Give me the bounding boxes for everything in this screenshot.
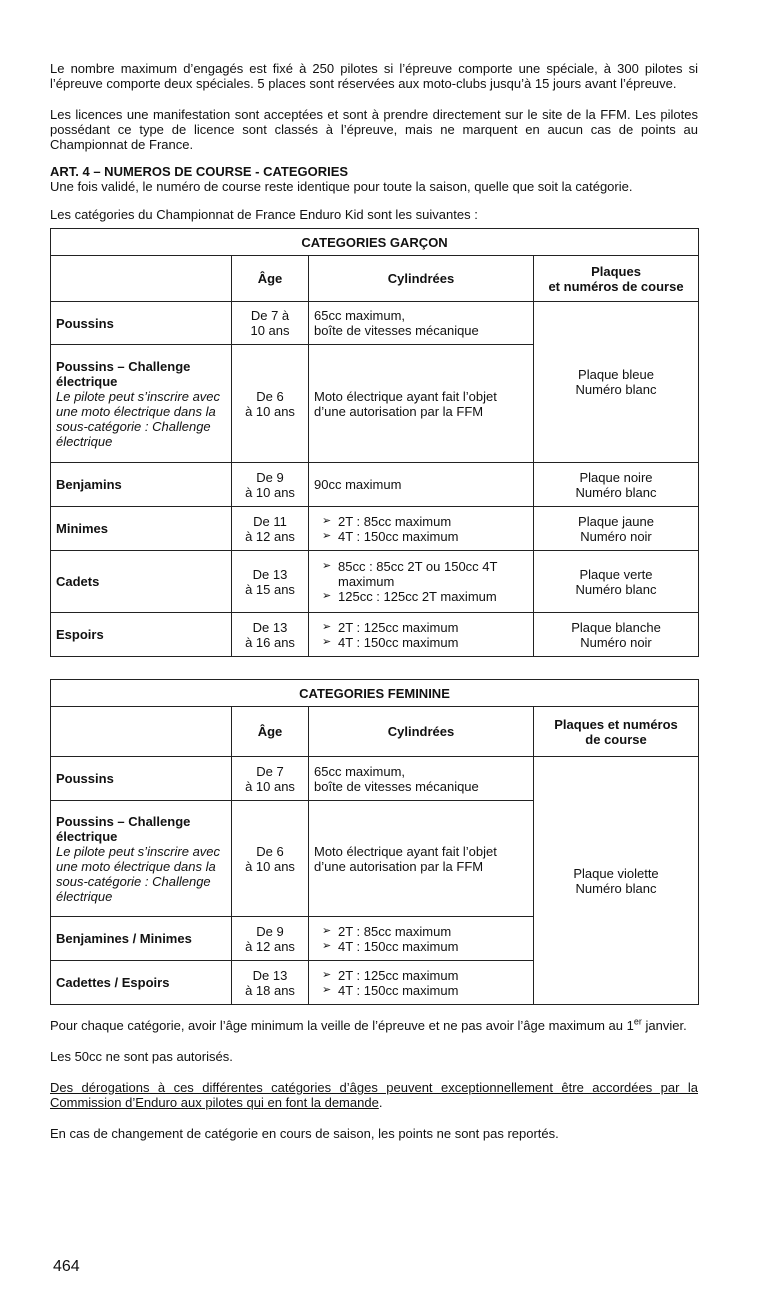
header-cylindrees: Cylindrées	[309, 256, 534, 302]
table-row	[51, 613, 699, 657]
notes-section	[50, 1018, 698, 1141]
category-cylinder	[309, 551, 534, 613]
table-row	[51, 463, 699, 507]
category-plate: Plaque blanche Numéro noir	[534, 613, 699, 657]
derogation-text: Des dérogations à ces différentes catégories d’âges peuvent exceptionnellement être accordées par la Commission d’Enduro aux pilotes qui en font la demande	[50, 1080, 698, 1110]
page-number: 464	[53, 1258, 80, 1275]
table-row	[51, 507, 699, 551]
cylinder-bullet: ➢ 85cc : 85cc 2T ou 150cc 4T maximum	[314, 559, 528, 589]
cylinder-bullet: ➢ 2T : 125cc maximum	[314, 968, 528, 983]
article-text: Une fois validé, le numéro de course reste identique pour toute la saison, quelle que soit la catégorie.	[50, 179, 633, 194]
category-age: De 13 à 15 ans	[232, 551, 309, 613]
table-girls-title: CATEGORIES FEMININE	[51, 680, 699, 707]
header-empty	[51, 707, 232, 757]
age-rule-text: Pour chaque catégorie, avoir l’âge minimum la veille de l’épreuve et ne pas avoir l’âge maximum au 1	[50, 1018, 634, 1033]
category-cylinder	[309, 961, 534, 1005]
category-name: Cadets	[51, 551, 232, 613]
category-age: De 6 à 10 ans	[232, 345, 309, 463]
table-boys-categories	[50, 228, 699, 657]
categories-intro: Les catégories du Championnat de France Enduro Kid sont les suivantes :	[50, 207, 478, 222]
category-title: Poussins – Challenge électrique	[56, 358, 191, 389]
document-page	[50, 61, 698, 1157]
intro-paragraph-1: Le nombre maximum d’engagés est fixé à 250 pilotes si l’épreuve comporte une spéciale, à 300 pilotes si l’épreuve comporte deux spéciales. 5 places sont réservées aux moto-clubs jusqu’à 15 jours avant l’épreuve.	[50, 61, 698, 91]
category-note: Le pilote peut s’inscrire avec une moto électrique dans la sous-catégorie : Challenge électrique	[56, 843, 221, 904]
category-age: De 11 à 12 ans	[232, 507, 309, 551]
category-name	[51, 801, 232, 917]
age-rule-superscript: er	[633, 1016, 642, 1027]
header-age: Âge	[232, 707, 309, 757]
points-paragraph: En cas de changement de catégorie en cours de saison, les points ne sont pas reportés.	[50, 1126, 559, 1141]
category-plate: Plaque noire Numéro blanc	[534, 463, 699, 507]
category-age: De 13 à 18 ans	[232, 961, 309, 1005]
category-plate: Plaque jaune Numéro noir	[534, 507, 699, 551]
category-cylinder: 90cc maximum	[309, 463, 534, 507]
table-spacer	[50, 657, 698, 679]
category-age: De 7 à 10 ans	[232, 757, 309, 801]
header-cylindrees: Cylindrées	[309, 707, 534, 757]
age-rule-end: janvier.	[641, 1018, 687, 1033]
cylinder-bullet: ➢ 2T : 85cc maximum	[314, 924, 528, 939]
category-name: Benjamines / Minimes	[51, 917, 232, 961]
category-name: Cadettes / Espoirs	[51, 961, 232, 1005]
category-cylinder: 65cc maximum, boîte de vitesses mécanique	[309, 302, 534, 345]
table-girls-categories	[50, 679, 699, 1005]
table-boys-title: CATEGORIES GARÇON	[51, 229, 699, 256]
cylinder-bullet: ➢ 2T : 85cc maximum	[314, 514, 528, 529]
cylinder-bullet: ➢ 4T : 150cc maximum	[314, 635, 528, 650]
age-rule-paragraph	[50, 1018, 698, 1033]
derogation-paragraph	[50, 1080, 698, 1110]
category-title: Poussins – Challenge électrique	[56, 813, 191, 844]
header-age: Âge	[232, 256, 309, 302]
category-cylinder: 65cc maximum, boîte de vitesses mécanique	[309, 757, 534, 801]
category-age: De 9 à 10 ans	[232, 463, 309, 507]
category-name: Minimes	[51, 507, 232, 551]
cylinder-bullet: ➢ 4T : 150cc maximum	[314, 529, 528, 544]
cylinder-bullet: ➢ 125cc : 125cc 2T maximum	[314, 589, 528, 604]
category-plate: Plaque verte Numéro blanc	[534, 551, 699, 613]
category-name: Espoirs	[51, 613, 232, 657]
category-note: Le pilote peut s’inscrire avec une moto électrique dans la sous-catégorie : Challenge électrique	[56, 388, 221, 449]
category-cylinder: Moto électrique ayant fait l’objet d’une autorisation par la FFM	[309, 801, 534, 917]
category-cylinder	[309, 507, 534, 551]
table-row	[51, 551, 699, 613]
article-title: ART. 4 – NUMEROS DE COURSE - CATEGORIES	[50, 164, 349, 179]
no-50cc-paragraph: Les 50cc ne sont pas autorisés.	[50, 1049, 233, 1064]
category-cylinder	[309, 613, 534, 657]
table-row	[51, 757, 699, 801]
header-empty	[51, 256, 232, 302]
category-name: Benjamins	[51, 463, 232, 507]
category-age: De 9 à 12 ans	[232, 917, 309, 961]
category-age: De 6 à 10 ans	[232, 801, 309, 917]
category-plate: Plaque violette Numéro blanc	[534, 757, 699, 1005]
header-plates: Plaques et numéros de course	[534, 707, 699, 757]
header-plates: Plaques et numéros de course	[534, 256, 699, 302]
category-name: Poussins	[51, 757, 232, 801]
cylinder-bullet: ➢ 2T : 125cc maximum	[314, 620, 528, 635]
cylinder-bullet: ➢ 4T : 150cc maximum	[314, 939, 528, 954]
derogation-end: .	[378, 1095, 383, 1110]
intro-paragraph-2: Les licences une manifestation sont acceptées et sont à prendre directement sur le site de la FFM. Les pilotes possédant ce type de licence sont classés à l’épreuve, mais ne marquent en aucun cas de points au Championnat de France.	[50, 107, 698, 152]
category-name: Poussins	[51, 302, 232, 345]
category-age: De 13 à 16 ans	[232, 613, 309, 657]
category-age: De 7 à 10 ans	[232, 302, 309, 345]
cylinder-bullet: ➢ 4T : 150cc maximum	[314, 983, 528, 998]
table-row	[51, 302, 699, 345]
category-cylinder: Moto électrique ayant fait l’objet d’une autorisation par la FFM	[309, 345, 534, 463]
category-name	[51, 345, 232, 463]
category-cylinder	[309, 917, 534, 961]
category-plate: Plaque bleue Numéro blanc	[534, 302, 699, 463]
